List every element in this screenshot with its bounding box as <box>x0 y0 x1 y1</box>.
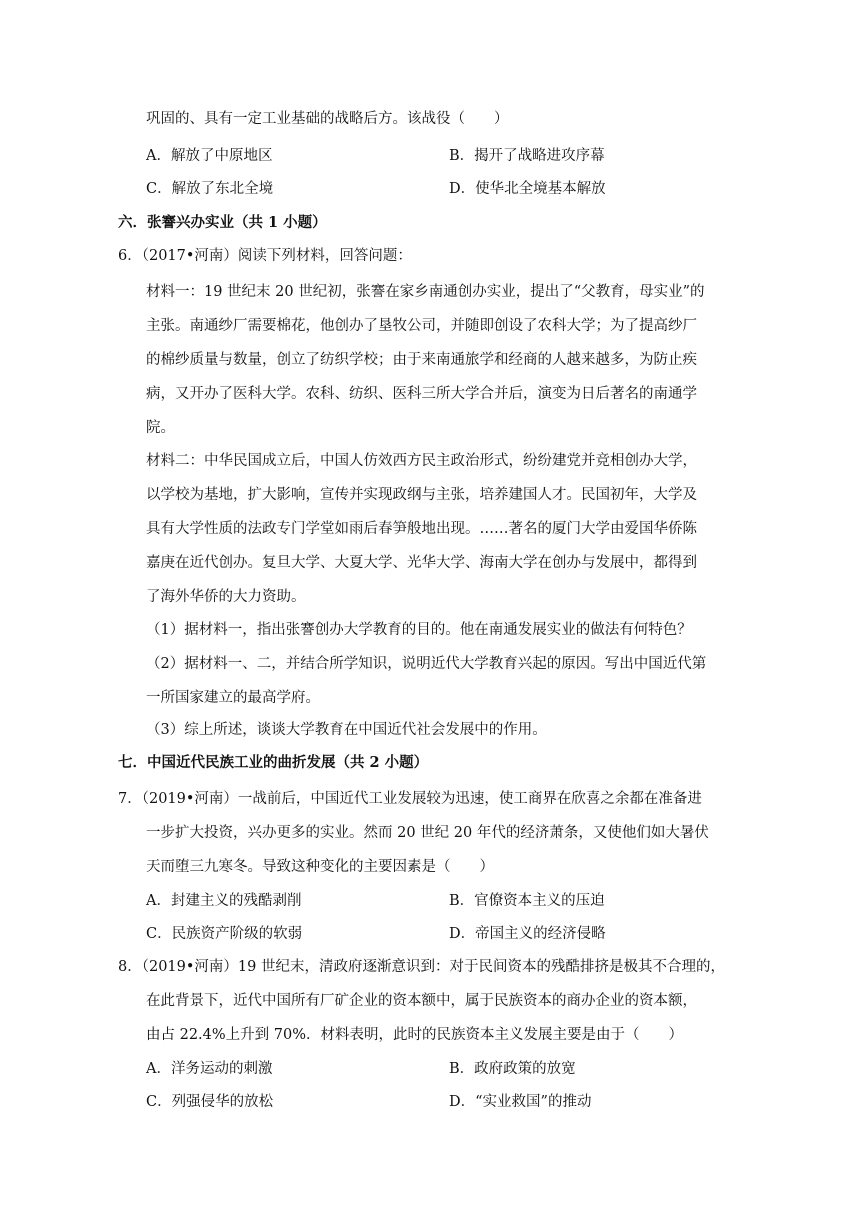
q7-stem-line: 7．（2019•河南）一战前后，中国近代工业发展较为迅速，使工商界在欣喜之余都在准备进 <box>118 791 702 807</box>
q5-option-c: C．解放了东北全境 <box>146 181 274 197</box>
q6-material2-line: 以学校为基地，扩大影响，宣传并实现政纲与主张，培养建国人才。民国初年，大学及 <box>146 487 697 503</box>
q8-stem-line: 由占 22.4%上升到 70%．材料表明，此时的民族资本主义发展主要是由于（ ） <box>146 1027 684 1043</box>
q8-option-a: A．洋务运动的刺激 <box>146 1061 273 1077</box>
q8-stem-line: 8．（2019•河南）19 世纪末，清政府逐渐意识到：对于民间资本的残酷排挤是极其不合理的， <box>118 959 725 975</box>
q5-option-b: B．揭开了战略进攻序幕 <box>449 148 605 164</box>
q5-option-a: A．解放了中原地区 <box>146 148 273 164</box>
q6-material2-line: 了海外华侨的大力资助。 <box>146 589 306 605</box>
q5-option-d: D．使华北全境基本解放 <box>449 181 606 197</box>
q6-material1-line: 材料一：19 世纪末 20 世纪初，张謇在家乡南通创办实业，提出了“父教育，母实业”的 <box>146 284 705 300</box>
q6-subquestion-2-cont: 一所国家建立的最高学府。 <box>146 690 320 706</box>
q6-material1-line: 主张。南通纱厂需要棉花，他创办了垦牧公司，并随即创设了农科大学；为了提高纱厂 <box>146 318 697 334</box>
q7-option-c: C．民族资产阶级的软弱 <box>146 926 303 942</box>
q6-material2-line: 具有大学性质的法政专门学堂如雨后春笋般地出现。……著名的厦门大学由爱国华侨陈 <box>146 521 697 537</box>
q6-subquestion-3: （3）综上所述，谈谈大学教育在中国近代社会发展中的作用。 <box>146 722 547 738</box>
q6-material1-line: 病，又开办了医科大学。农科、纺织、医科三所大学合并后，演变为日后著名的南通学 <box>146 386 697 402</box>
q7-option-a: A．封建主义的残酷剥削 <box>146 893 302 909</box>
q7-option-d: D．帝国主义的经济侵略 <box>449 926 606 942</box>
q6-material2-line: 嘉庚在近代创办。复旦大学、大夏大学、光华大学、海南大学在创办与发展中，都得到 <box>146 555 697 571</box>
q8-option-c: C．列强侵华的放松 <box>146 1094 274 1110</box>
q6-material1-line: 院。 <box>146 420 175 436</box>
q8-option-d: D．“实业救国”的推动 <box>449 1094 592 1110</box>
section-7-title: 七．中国近代民族工业的曲折发展（共 2 小题） <box>118 754 429 771</box>
q6-material1-line: 的棉纱质量与数量，创立了纺织学校；由于来南通旅学和经商的人越来越多，为防止疾 <box>146 352 697 368</box>
q6-material2-line: 材料二：中华民国成立后，中国人仿效西方民主政治形式，纷纷建党并竞相创办大学， <box>146 453 697 469</box>
q5-stem-tail: 巩固的、具有一定工业基础的战略后方。该战役（ ） <box>146 111 509 127</box>
q7-option-b: B．官僚资本主义的压迫 <box>449 893 605 909</box>
q8-stem-line: 在此背景下，近代中国所有厂矿企业的资本额中，属于民族资本的商办企业的资本额， <box>146 993 697 1009</box>
q6-stem: 6．（2017•河南）阅读下列材料，回答问题： <box>118 248 412 264</box>
section-6-title: 六．张謇兴办实业（共 1 小题） <box>118 214 327 231</box>
q6-subquestion-2: （2）据材料一、二，并结合所学知识，说明近代大学教育兴起的原因。写出中国近代第 <box>146 656 707 672</box>
q7-stem-line: 一步扩大投资，兴办更多的实业。然而 20 世纪 20 年代的经济萧条，又使他们如大暑伏 <box>146 825 709 841</box>
q7-stem-line: 天而堕三九寒冬。导致这种变化的主要因素是（ ） <box>146 859 494 875</box>
q6-subquestion-1: （1）据材料一，指出张謇创办大学教育的目的。他在南通发展实业的做法有何特色？ <box>146 622 692 638</box>
q8-option-b: B．政府政策的放宽 <box>449 1061 576 1077</box>
